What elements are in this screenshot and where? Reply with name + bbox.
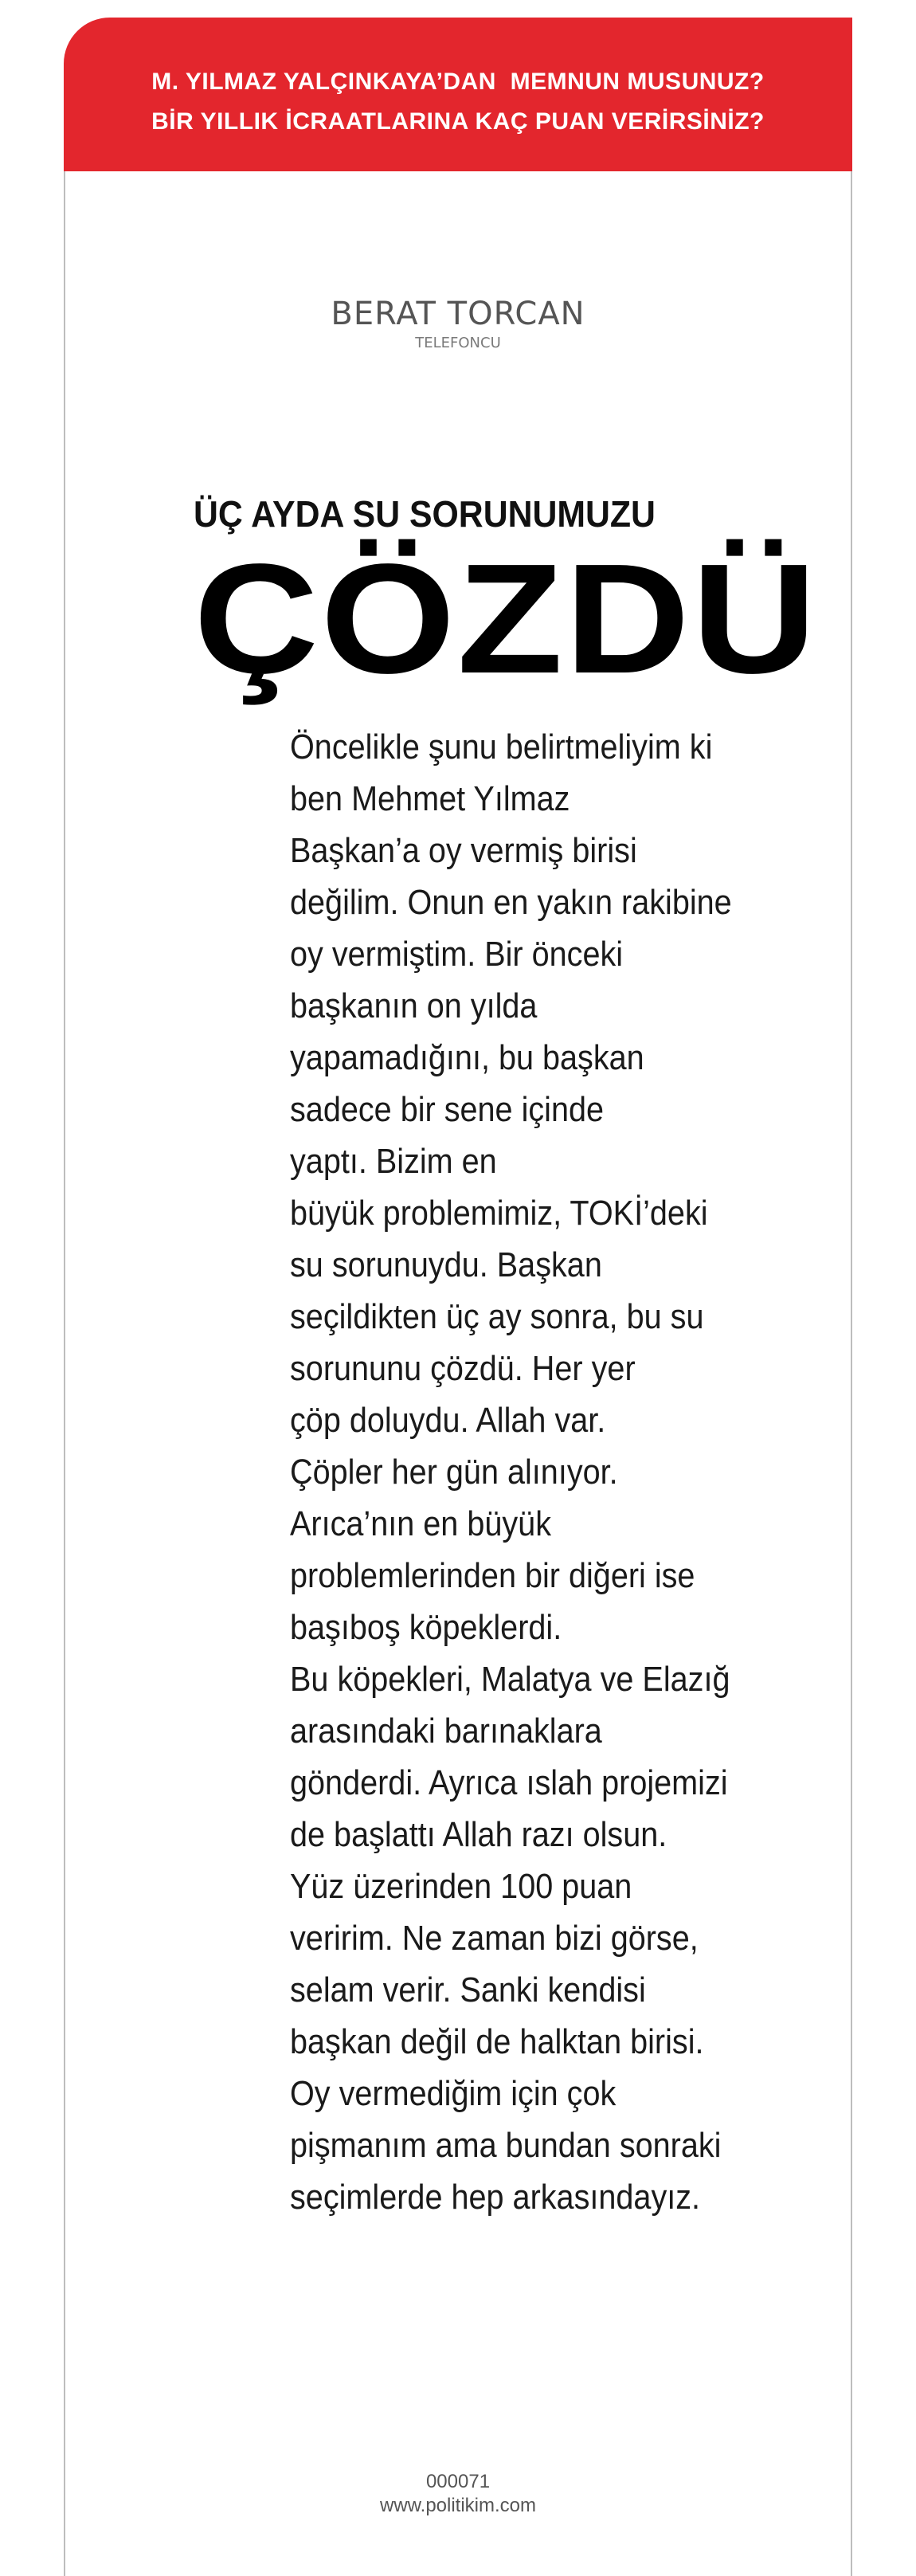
body-line: yaptı. Bizim en [290,1142,497,1181]
article-headline: ÇÖZDÜ [194,531,819,706]
body-line: Bu köpekleri, Malatya ve Elazığ [290,1660,730,1699]
body-line: Oy vermediğim için çok [290,2074,617,2113]
body-line: Öncelikle şunu belirtmeliyim ki [290,727,713,767]
body-line: değilim. Onun en yakın rakibine [290,883,732,922]
body-line: başıboş köpeklerdi. [290,1608,562,1647]
author-role: TELEFONCU [415,335,501,351]
body-line: gönderdi. Ayrıca ıslah projemizi [290,1763,728,1802]
header-question-line-1: M. YILMAZ YALÇINKAYA’DAN MEMNUN MUSUNUZ? [151,69,765,95]
body-line: oy vermiştim. Bir önceki [290,935,624,974]
body-line: de başlattı Allah razı olsun. [290,1815,667,1854]
body-line: pişmanım ama bundan sonraki [290,2126,722,2165]
body-line: su sorunuydu. Başkan [290,1245,602,1284]
body-line: veririm. Ne zaman bizi görse, [290,1919,699,1958]
right-border-line [851,171,852,2576]
author-block [0,295,916,354]
article-subtitle: ÜÇ AYDA SU SORUNUMUZU [194,493,656,535]
header-banner [64,18,852,171]
body-line: selam verir. Sanki kendisi [290,1970,646,2009]
body-line: yapamadığını, bu başkan [290,1038,644,1077]
body-line: başkanın on yılda [290,986,538,1025]
body-line: Yüz üzerinden 100 puan [290,1867,632,1906]
left-border-line [64,171,65,2576]
body-line: sorununu çözdü. Her yer [290,1349,636,1388]
body-line: Çöpler her gün alınıyor. [290,1453,618,1492]
footer [0,2470,916,2518]
page-number: 000071 [425,2471,491,2492]
body-line: başkan değil de halktan birisi. [290,2022,704,2061]
body-line: problemlerinden bir diğeri ise [290,1556,695,1595]
body-line: Arıca’nın en büyük [290,1504,552,1543]
body-line: seçildikten üç ay sonra, bu su [290,1297,704,1336]
header-question-line-2: BİR YILLIK İCRAATLARINA KAÇ PUAN VERİRSİNİZ? [151,108,765,135]
body-line: Başkan’a oy vermiş birisi [290,831,637,870]
body-line: arasındaki barınaklara [290,1711,602,1751]
author-name: BERAT TORCAN [331,296,585,332]
body-line: sadece bir sene içinde [290,1090,605,1129]
body-line: çöp doluydu. Allah var. [290,1401,606,1440]
article-body [290,721,732,2223]
body-line: seçimlerde hep arkasındayız. [290,2178,701,2217]
body-line: büyük problemimiz, TOKİ’deki [290,1194,708,1233]
website-link[interactable]: www.politikim.com [379,2495,537,2516]
body-line: ben Mehmet Yılmaz [290,779,570,818]
